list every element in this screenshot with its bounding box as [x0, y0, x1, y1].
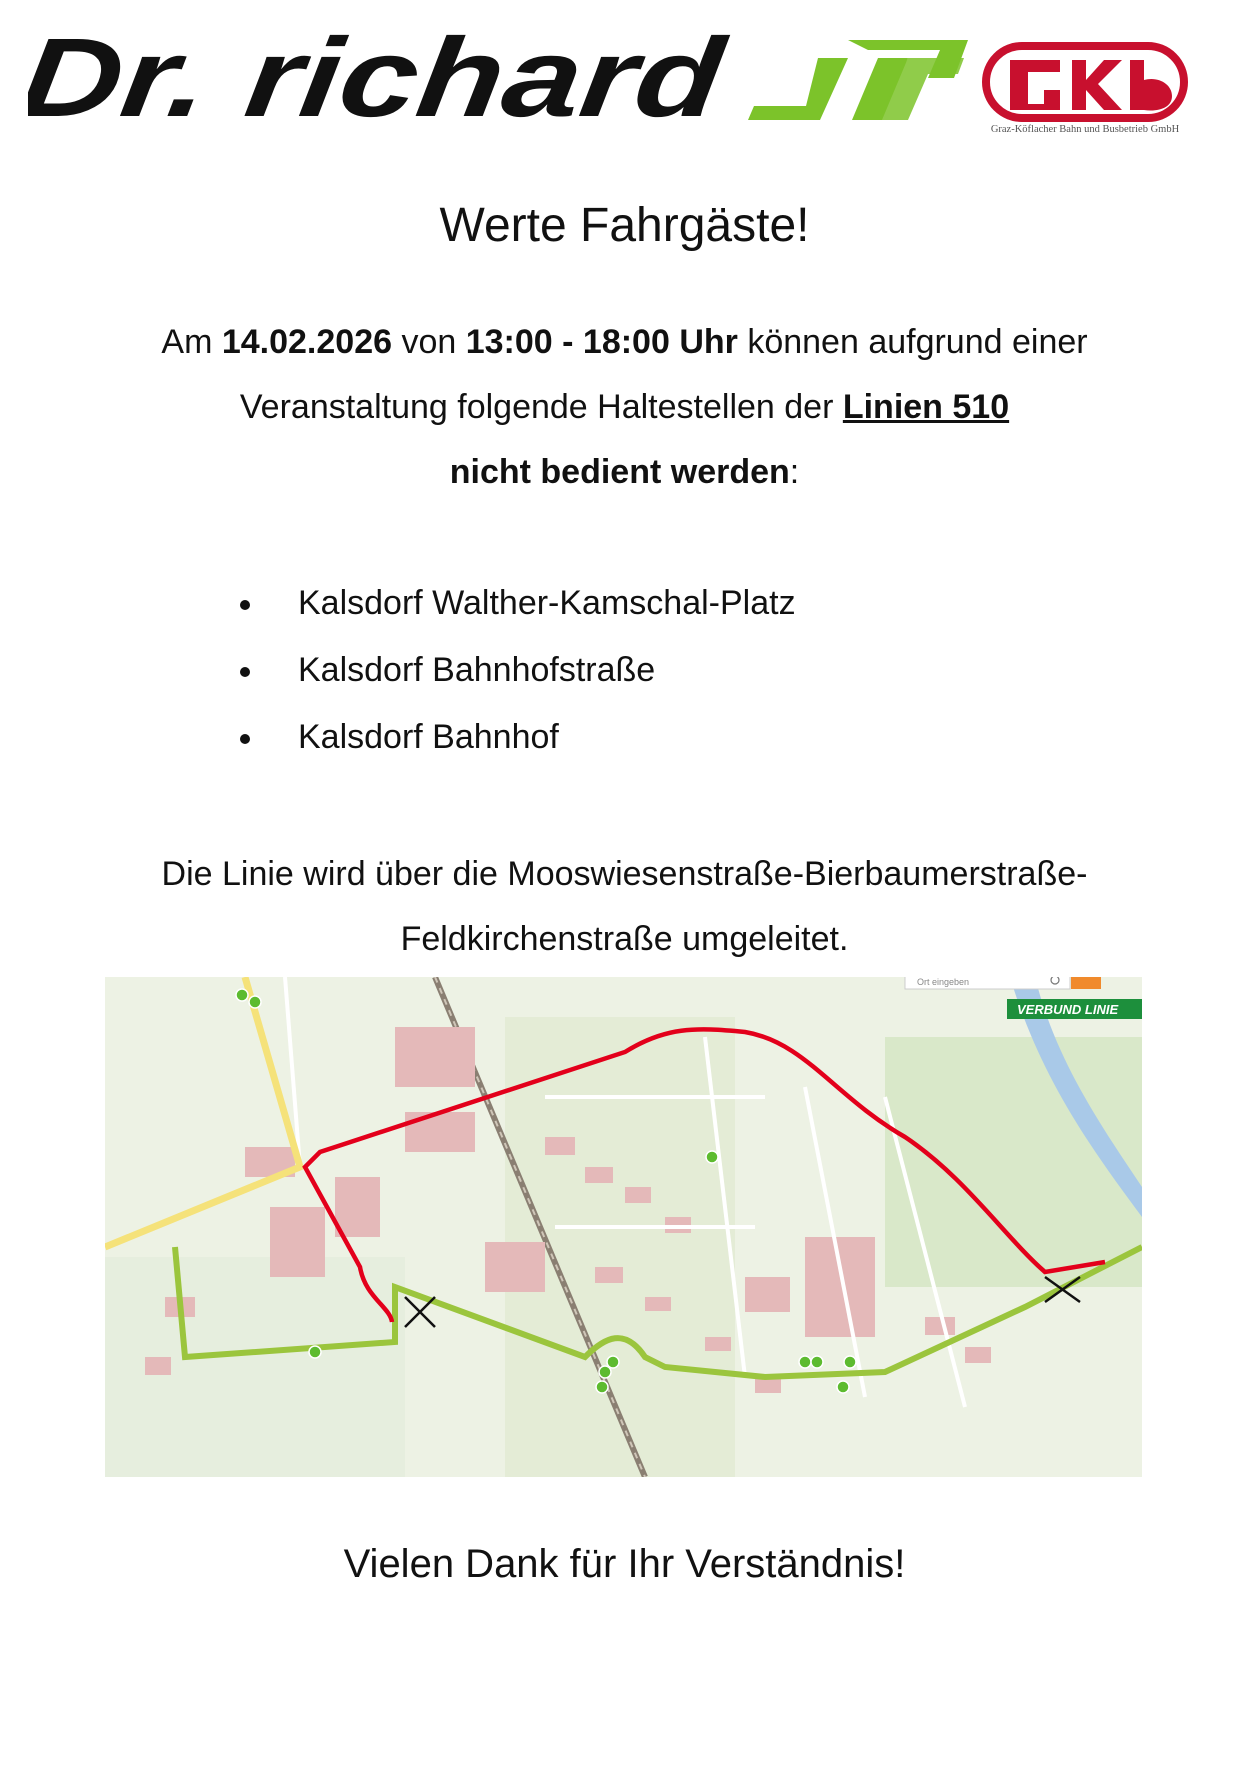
notice-not-served: nicht bedient werden [449, 453, 790, 491]
bullet-icon [240, 667, 250, 677]
map-search-box [905, 977, 1101, 989]
notice-line-3 [60, 440, 1189, 505]
notice-line-2 [60, 375, 1189, 440]
detour-map [105, 977, 1142, 1477]
bullet-icon [240, 734, 250, 744]
verbund-badge-label: VERBUND LINIE [1017, 1002, 1119, 1017]
notice-lines: Linien 510 [842, 388, 1010, 426]
notice-line3-end: : [789, 453, 800, 491]
bullet-icon [240, 600, 250, 610]
notice-date: 14.02.2026 [221, 323, 393, 361]
notice-line2-a: Veranstaltung folgende Haltestellen der [239, 388, 843, 426]
gkb-caption: Graz-Köflacher Bahn und Busbetrieb GmbH [990, 124, 1180, 135]
notice-line1-a: Am [161, 323, 222, 361]
stops-list [240, 578, 1040, 779]
detour-line-1: Die Linie wird über die Mooswiesenstraße-Bierbaumerstraße- [161, 855, 1088, 893]
map-search-input: Ort eingeben [917, 977, 970, 987]
stop-name: Kalsdorf Bahnhofstraße [298, 651, 656, 689]
stop-name: Kalsdorf Walther-Kamschal-Platz [298, 584, 796, 622]
dr-richard-logo [28, 34, 978, 134]
list-item [240, 645, 1040, 712]
notice-line-1 [60, 310, 1189, 375]
dr-richard-logo-text: Dr. richard [28, 34, 591, 134]
notice-title: Werte Fahrgäste! [439, 199, 810, 252]
verbund-badge [1007, 999, 1142, 1019]
notice-time-range: 13:00 - 18:00 Uhr [465, 323, 738, 361]
detour-line-2: Feldkirchenstraße umgeleitet. [400, 920, 849, 958]
jr-mark-icon [748, 40, 968, 120]
closing-text: Vielen Dank für Ihr Verständnis! [343, 1542, 906, 1586]
stop-name: Kalsdorf Bahnhof [298, 718, 559, 756]
notice-line1-c: können aufgrund einer [737, 323, 1088, 361]
list-item [240, 578, 1040, 645]
gkb-logo [980, 40, 1210, 150]
notice-line1-b: von [392, 323, 466, 361]
list-item [240, 712, 1040, 779]
